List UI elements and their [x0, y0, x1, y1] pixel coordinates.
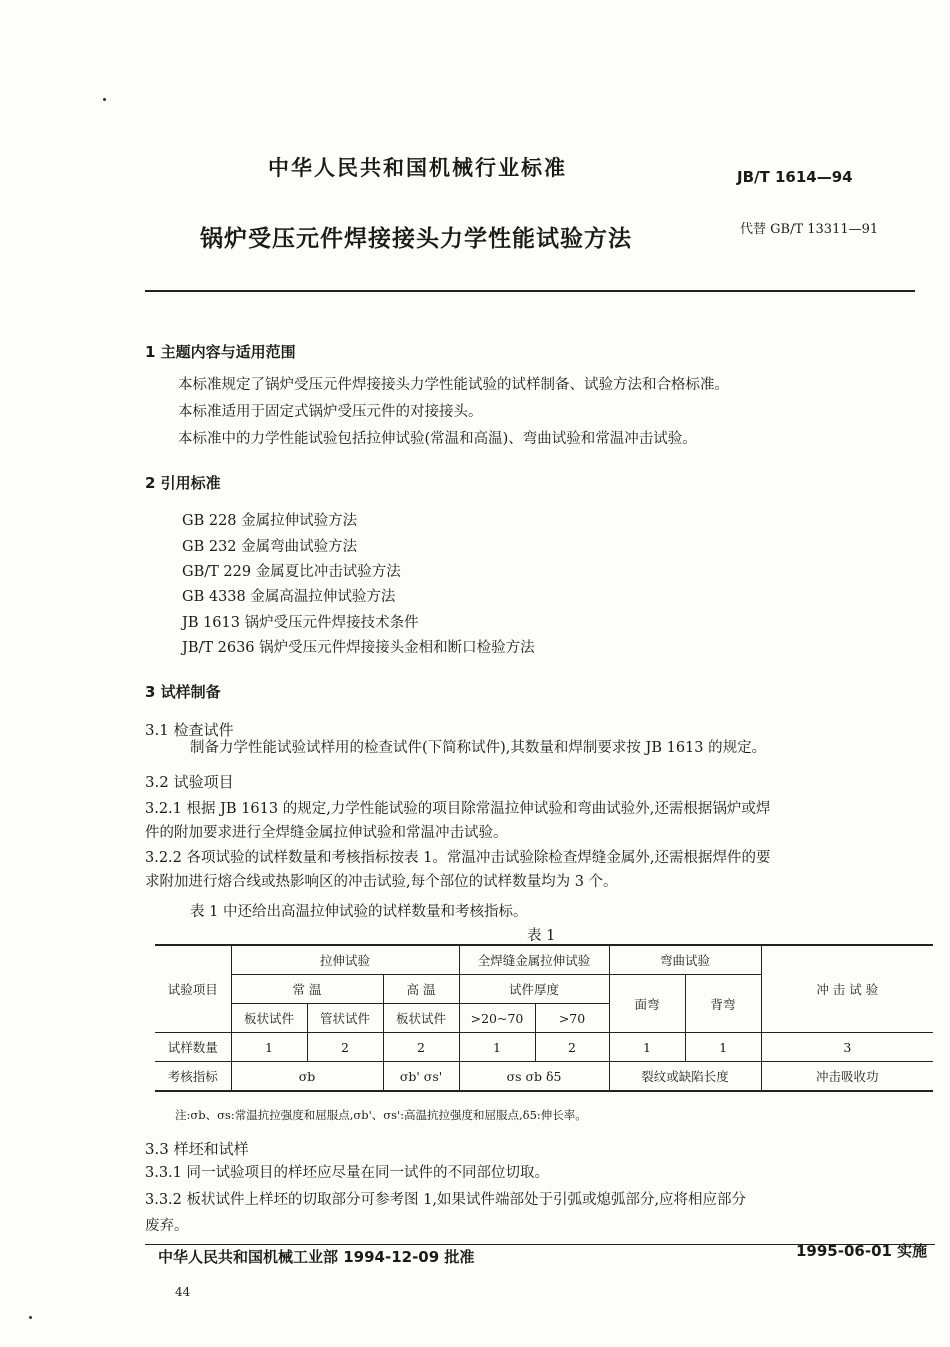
- table-cell: 1: [609, 1033, 685, 1062]
- paragraph: 求附加进行熔合线或热影响区的冲击试验,每个部位的试样数量均为 3 个。: [145, 874, 618, 890]
- table-cell: 1: [231, 1033, 307, 1062]
- table-cell: 1: [459, 1033, 535, 1062]
- paragraph: 本标准规定了锅炉受压元件焊接接头力学性能试验的试样制备、试验方法和合格标准。: [178, 377, 729, 393]
- table-cell: 裂纹或缺陷长度: [609, 1062, 761, 1092]
- table-cell: σb' σs': [383, 1062, 459, 1092]
- header-back-bend: 背弯: [685, 975, 761, 1033]
- reference-item: GB/T 229 金属夏比冲击试验方法: [182, 564, 401, 580]
- header-thickness-2: >70: [535, 1004, 609, 1033]
- paragraph: 3.2.2 各项试验的试样数量和考核指标按表 1。常温冲击试验除检查焊缝金属外,还需根据焊件的要: [145, 850, 771, 866]
- table-cell: 冲击吸收功: [761, 1062, 933, 1092]
- header-room-temp: 常 温: [231, 975, 383, 1004]
- row-label-count: 试样数量: [155, 1033, 231, 1062]
- header-thickness-1: >20~70: [459, 1004, 535, 1033]
- paragraph: 本标准适用于固定式锅炉受压元件的对接接头。: [178, 404, 483, 420]
- reference-item: GB 4338 金属高温拉伸试验方法: [182, 589, 396, 605]
- paragraph: 本标准中的力学性能试验包括拉伸试验(常温和高温)、弯曲试验和常温冲击试验。: [178, 431, 697, 447]
- table-row: [155, 1033, 933, 1062]
- reference-item: JB 1613 锅炉受压元件焊接技术条件: [182, 615, 419, 631]
- row-label-index: 考核指标: [155, 1062, 231, 1092]
- table-cell: 3: [761, 1033, 933, 1062]
- paragraph: 3.3.1 同一试验项目的样坯应尽量在同一试件的不同部位切取。: [145, 1165, 550, 1181]
- subsection-3-1-heading: 3.1 检查试件: [145, 721, 234, 739]
- header-tube: 管状试件: [307, 1004, 383, 1033]
- paragraph: 制备力学性能试验试样用的检查试件(下简称试件),其数量和焊制要求按 JB 1613 的规定。: [190, 740, 767, 756]
- section-2-heading: 2 引用标准: [145, 474, 221, 492]
- header-plate-high: 板状试件: [383, 1004, 459, 1033]
- approval-line: 中华人民共和国机械工业部 1994-12-09 批准: [158, 1248, 475, 1266]
- subsection-3-3-heading: 3.3 样坯和试样: [145, 1140, 249, 1158]
- header-high-temp: 高 温: [383, 975, 459, 1004]
- header-thickness: 试件厚度: [459, 975, 609, 1004]
- reference-item: GB 228 金属拉伸试验方法: [182, 513, 358, 529]
- scan-speck: [103, 98, 106, 101]
- header-rule: [145, 290, 915, 292]
- table-cell: 2: [535, 1033, 609, 1062]
- reference-item: JB/T 2636 锅炉受压元件焊接接头金相和断口检验方法: [182, 640, 535, 656]
- header-bend: 弯曲试验: [609, 945, 761, 975]
- header-tensile: 拉伸试验: [231, 945, 459, 975]
- paragraph: 3.2.1 根据 JB 1613 的规定,力学性能试验的项目除常温拉伸试验和弯曲试验外,还需根据锅炉或焊: [145, 801, 771, 817]
- paragraph: 件的附加要求进行全焊缝金属拉伸试验和常温冲击试验。: [145, 825, 508, 841]
- table-caption: 表 1: [527, 928, 556, 944]
- standard-code: JB/T 1614—94: [737, 168, 853, 186]
- table-note: 注:σb、σs:常温抗拉强度和屈服点,σb'、σs':高温抗拉强度和屈服点,δ5:伸长率。: [175, 1108, 587, 1122]
- issuing-org: 中华人民共和国机械行业标准: [268, 156, 567, 180]
- table-cell: 1: [685, 1033, 761, 1062]
- paragraph: 3.3.2 板状试件上样坯的切取部分可参考图 1,如果试件端部处于引弧或熄弧部分,应将相应部分: [145, 1192, 747, 1208]
- table-cell: σb: [231, 1062, 383, 1092]
- header-impact: 冲 击 试 验: [761, 945, 933, 1033]
- table-cell: σs σb δ5: [459, 1062, 609, 1092]
- section-1-heading: 1 主题内容与适用范围: [145, 343, 296, 361]
- paragraph: 表 1 中还给出高温拉伸试验的试样数量和考核指标。: [190, 904, 528, 920]
- replaces-standard: 代替 GB/T 13311—91: [740, 222, 879, 237]
- table-cell: 2: [307, 1033, 383, 1062]
- header-face-bend: 面弯: [609, 975, 685, 1033]
- paragraph: 废弃。: [145, 1218, 189, 1234]
- document-title: 锅炉受压元件焊接接头力学性能试验方法: [200, 226, 632, 252]
- header-test-item: 试验项目: [155, 945, 231, 1033]
- scan-speck: [29, 1316, 32, 1319]
- reference-item: GB 232 金属弯曲试验方法: [182, 539, 358, 555]
- table-row: [155, 1062, 933, 1092]
- section-3-heading: 3 试样制备: [145, 683, 221, 701]
- header-plate: 板状试件: [231, 1004, 307, 1033]
- subsection-3-2-heading: 3.2 试验项目: [145, 773, 234, 791]
- table-cell: 2: [383, 1033, 459, 1062]
- effective-date: 1995-06-01 实施: [796, 1242, 928, 1260]
- header-weld-tensile: 全焊缝金属拉伸试验: [459, 945, 609, 975]
- page-number: 44: [175, 1285, 191, 1299]
- table-1: [155, 944, 933, 1092]
